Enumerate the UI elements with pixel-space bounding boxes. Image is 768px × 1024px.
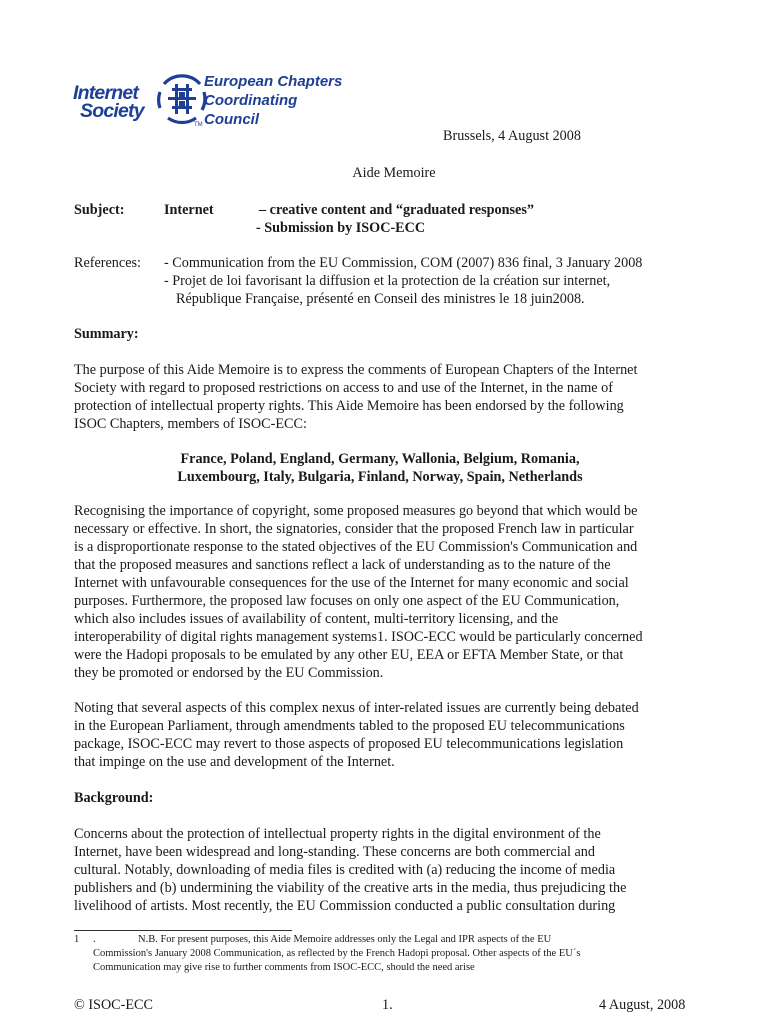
text-line: necessary or effective. In short, the signatories, consider that the proposed French law in particular [74,521,634,537]
text-line: which also includes issues of availability of content, multi-territory licensing, and the [74,611,559,627]
text-line: The purpose of this Aide Memoire is to express the comments of European Chapters of the Internet [74,362,638,378]
logo-chapters-line: Council [204,111,259,128]
footnote-line: Commission's January 2008 Communication, as reflected by the French Hadopi proposal. Other aspects of the EU´s [93,948,581,959]
text-line: is a disproportionate response to the stated objectives of the EU Commission's Communication and [74,539,638,555]
text-line: Recognising the importance of copyright, some proposed measures go beyond that which would be [74,503,638,519]
subject-word: Internet [164,202,214,218]
text-line: that impinge on the use and development of the Internet. [74,754,395,770]
summary-heading: Summary: [74,326,139,342]
text-line: cultural. Notably, downloading of media files is credited with (a) reducing the income of media [74,862,616,878]
summary-paragraph-1 [74,361,714,433]
place-date: Brussels, 4 August 2008 [443,128,581,144]
text-line: purposes. Furthermore, the proposed law focuses on only one aspect of the EU Communication, [74,593,620,609]
logo-word-internet: Internet [73,82,139,104]
text-line: Noting that several aspects of this complex nexus of inter-related issues are currently being debated [74,700,639,716]
chapter-list [80,450,680,486]
background-paragraph-1 [74,825,714,915]
background-heading: Background: [74,790,154,806]
logo-chapters-line: Coordinating [204,92,298,109]
logo-trademark: TM [194,122,203,128]
subject-line-2: - Submission by ISOC-ECC [256,220,426,236]
globe-icon [152,70,212,128]
text-line: were the Hadopi proposals to be emulated by any other EU, EEA or EFTA Member State, or that [74,647,624,663]
summary-paragraph-3 [74,699,714,771]
footnote-separator [74,930,292,931]
text-line: Society with regard to proposed restrictions on access to and use of the Internet, in the name of [74,380,613,396]
chapter-list-line: France, Poland, England, Germany, Wallonia, Belgium, Romania, [180,451,580,467]
text-line: Internet, have been widespread and long-standing. These concerns are both commercial and [74,844,595,860]
text-line: interoperability of digital rights management systems1. ISOC-ECC would be particularly concerned [74,629,643,645]
footer-date: 4 August, 2008 [599,997,686,1013]
text-line: publishers and (b) undermining the viability of the creative arts in the media, thus prejudicing the [74,880,627,896]
logo-wordmark [73,84,144,120]
chapter-list-line: Luxembourg, Italy, Bulgaria, Finland, Norway, Spain, Netherlands [177,469,583,485]
logo-chapters-text [204,72,342,129]
subject-label: Subject: [74,202,125,218]
references-label: References: [74,255,141,271]
reference-line: République Française, présenté en Conseil des ministres le 18 juin2008. [176,291,585,307]
summary-paragraph-2 [74,502,714,682]
text-line: in the European Parliament, through amendments tabled to the proposed EU telecommunications [74,718,625,734]
footnote-number: 1 [74,934,80,945]
text-line: Internet with unfavourable consequences for the use of the Internet for many economic and social [74,575,629,591]
reference-line: - Communication from the EU Commission, COM (2007) 836 final, 3 January 2008 [164,255,643,271]
text-line: Concerns about the protection of intellectual property rights in the digital environment of the [74,826,601,842]
footnote-dot: . [93,934,96,945]
footer-page-number: 1. [382,997,393,1013]
text-line: protection of intellectual property rights. This Aide Memoire has been endorsed by the following [74,398,624,414]
reference-line: - Projet de loi favorisant la diffusion et la protection de la création sur internet, [164,273,611,289]
text-line: they be promoted or endorsed by the EU Commission. [74,665,384,681]
text-line: ISOC Chapters, members of ISOC-ECC: [74,416,307,432]
logo-chapters-line: European Chapters [204,73,343,90]
logo-word-society: Society [80,100,144,122]
footer-copyright: © ISOC-ECC [74,997,153,1013]
text-line: livelihood of artists. Most recently, the EU Commission conducted a public consultation during [74,898,616,914]
document-title: Aide Memoire [352,165,436,181]
text-line: that the proposed measures and sanctions reflect a lack of understanding as to the nature of the [74,557,611,573]
subject-line-1: – creative content and “graduated responses” [259,202,534,218]
footnote-line: N.B. For present purposes, this Aide Memoire addresses only the Legal and IPR aspects of the EU [138,934,552,945]
footnote-line: Communication may give rise to further comments from ISOC-ECC, should the need arise [93,962,475,973]
text-line: package, ISOC-ECC may revert to those aspects of proposed EU telecommunications legislation [74,736,624,752]
